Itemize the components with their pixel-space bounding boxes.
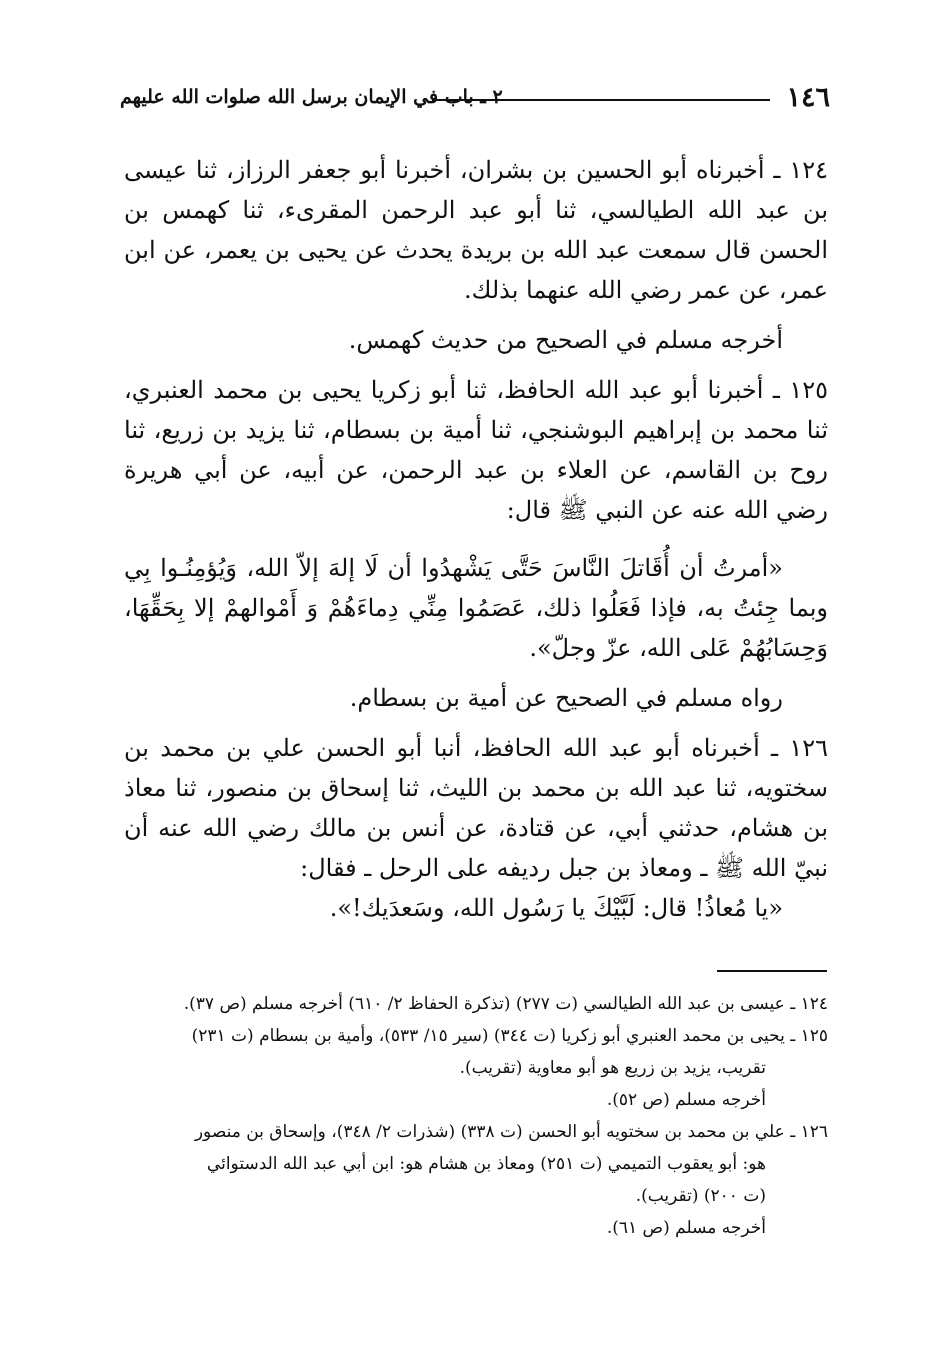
chapter-title: ٢ ـ باب في الإيمان برسل الله صلوات الله عليهم xyxy=(120,86,503,108)
footnotes xyxy=(124,988,828,1244)
footnote-125-line3: أخرجه مسلم (ص ٥٢). xyxy=(606,1090,766,1110)
page-number: ١٤٦ xyxy=(786,82,830,113)
hadith-125-text: «أمرتُ أن أُقَاتلَ النَّاسَ حَتَّى يَشْهدُوا أن لَا إلهَ إلاّ الله، وَيُؤمِنُـوا بِي وبما جِئتُ به، فإذا فَعَلُوا ذلك، عَصَمُوا مِنِّي دِماءَهُمْ وَ أَمْوالهمْ إلا بِحَقِّهَا، وَحِسَابُهُمْ عَلى الله، عزّ وجلّ». xyxy=(124,554,828,662)
source-note-125: رواه مسلم في الصحيح عن أمية بن بسطام. xyxy=(349,684,783,712)
footnote-126-line3: (ت ٢٠٠) (تقريب). xyxy=(635,1186,766,1206)
footnote-rule xyxy=(717,970,827,972)
hadith-124: ١٢٤ ـ أخبرناه أبو الحسين بن بشران، أخبرنا أبو جعفر الرزاز، ثنا عيسى بن عبد الله الطيالسي، ثنا أبو عبد الرحمن المقرىء، ثنا كهمس بن الحسن قال سمعت عبد الله بن بريدة يحدث عن يحيى بن يعمر، عن ابن عمر، عن عمر رضي الله عنهما بذلك. xyxy=(124,156,828,304)
hadith-126-text: «يا مُعاذُ! قال: لَبَّيْكَ يا رَسُول الله، وسَعدَيك!». xyxy=(329,894,783,922)
source-note-124: أخرجه مسلم في الصحيح من حديث كهمس. xyxy=(348,326,783,354)
footnote-126-line2: هو: أبو يعقوب التميمي (ت ٢٥١) ومعاذ بن هشام هو: ابن أبي عبد الله الدستوائي xyxy=(206,1154,766,1174)
footnote-124: ١٢٤ ـ عيسى بن عبد الله الطيالسي (ت ٢٧٧) (تذكرة الحفاظ ٢/ ٦١٠) أخرجه مسلم (ص ٣٧). xyxy=(183,994,828,1014)
hadith-125: ١٢٥ ـ أخبرنا أبو عبد الله الحافظ، ثنا أبو زكريا يحيى بن محمد العنبري، ثنا محمد بن إبراهيم البوشنجي، ثنا أمية بن بسطام، ثنا يزيد بن زريع، ثنا روح بن القاسم، عن العلاء بن عبد الرحمن، عن أبيه، عن أبي هريرة رضي الله عنه عن النبي ﷺ قال: xyxy=(124,376,829,524)
footnote-126-line4: أخرجه مسلم (ص ٦١). xyxy=(606,1218,766,1238)
hadith-126: ١٢٦ ـ أخبرناه أبو عبد الله الحافظ، أنبا أبو الحسن علي بن محمد بن سختويه، ثنا عبد الله بن محمد بن الليث، ثنا إسحاق بن منصور، ثنا معاذ بن هشام، حدثني أبي، عن قتادة، عن أنس بن مالك رضي الله عنه أن نبيّ الله ﷺ ـ ومعاذ بن جبل رديفه على الرحل ـ فقال: xyxy=(124,734,829,882)
footnote-125-line2: تقريب، يزيد بن زريع هو أبو معاوية (تقريب). xyxy=(459,1058,766,1078)
footnote-126-line1: ١٢٦ ـ علي بن محمد بن سختويه أبو الحسن (ت ٣٣٨) (شذرات ٢/ ٣٤٨)، وإسحاق بن منصور xyxy=(194,1122,828,1142)
main-text xyxy=(124,140,828,928)
running-header xyxy=(120,78,830,118)
footnote-125-line1: ١٢٥ ـ يحيى بن محمد العنبري أبو زكريا (ت ٣٤٤) (سير ١٥/ ٥٣٣)، وأمية بن بسطام (ت ٢٣١) xyxy=(191,1026,828,1046)
